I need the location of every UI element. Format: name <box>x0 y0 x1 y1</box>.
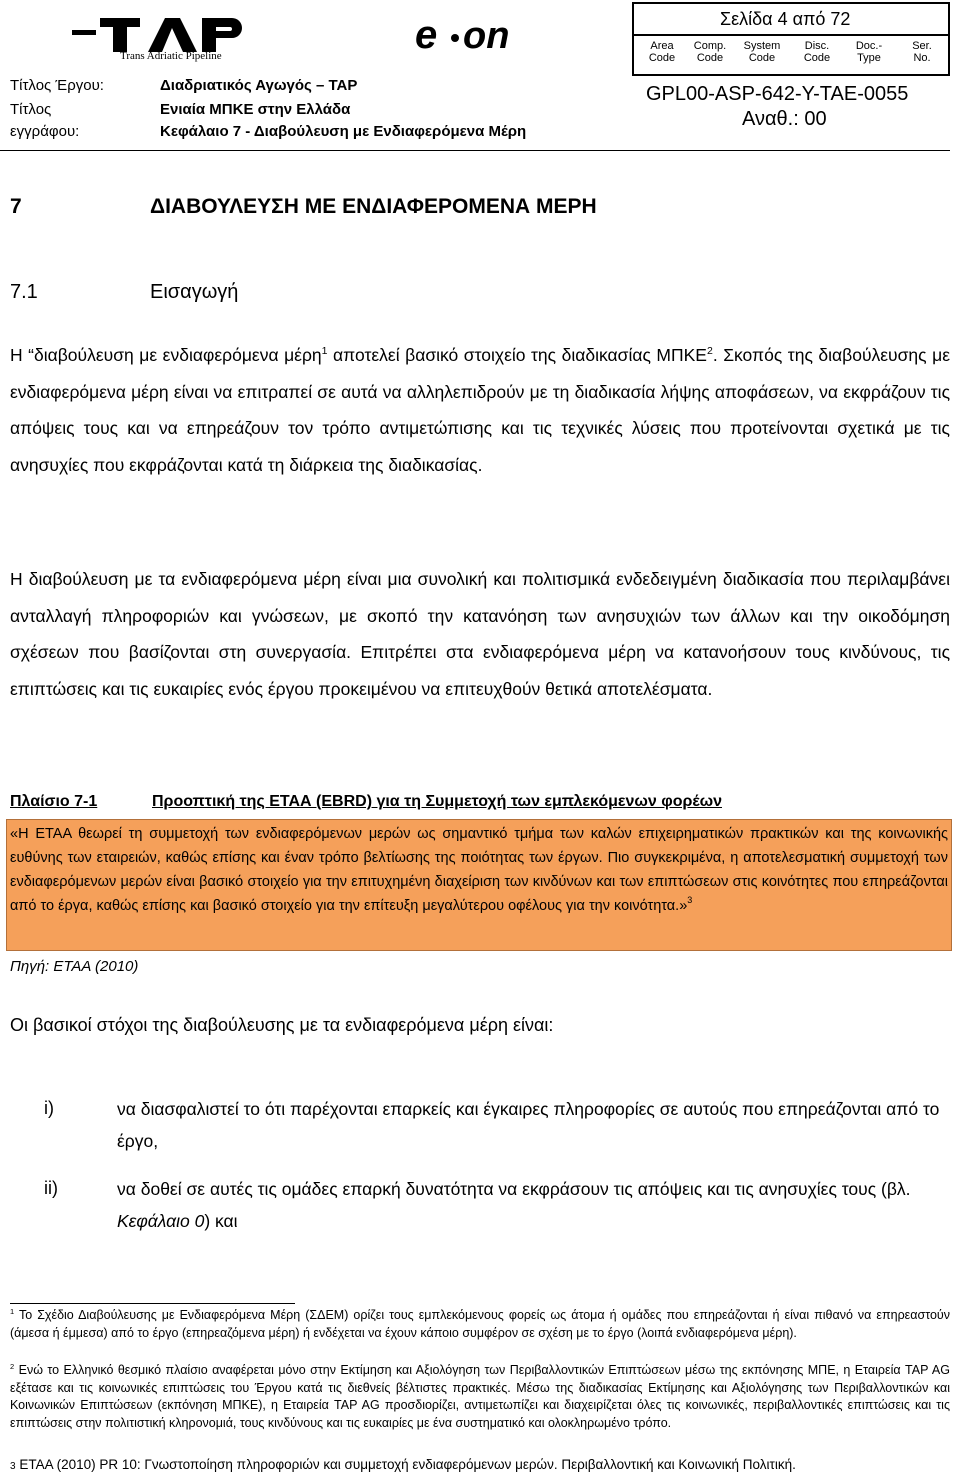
footnote-3 <box>10 1456 950 1476</box>
objective-text: να διασφαλιστεί το ότι παρέχονται επαρκείς και έγκαιρες πληροφορίες σε αυτούς που επηρεάζονται από το έργο, <box>117 1099 940 1151</box>
tap-logo <box>70 8 255 66</box>
doc-title-value-2: Κεφάλαιο 7 - Διαβούλευση με Ενδιαφερόμενα Μέρη <box>160 123 527 140</box>
chapter-reference-link[interactable]: Κεφάλαιο 0 <box>117 1211 205 1231</box>
subsection-number: 7.1 <box>10 281 38 303</box>
objective-text-a: να δοθεί σε αυτές τις ομάδες επαρκή δυνατότητα να εκφράσουν τις απόψεις και τις ανησυχίες τους (βλ. <box>117 1179 911 1199</box>
footnote-separator <box>10 1303 295 1304</box>
footnote-number: 2 <box>10 1361 15 1371</box>
footnote-text: Ενώ το Ελληνικό θεσμικό πλαίσιο αναφέρεται μόνο στην Εκτίμηση και Αξιολόγηση των Περιβαλλοντικών Επιπτώσεων μέσω της εκπόνησης ΜΠΕ, η Εταιρεία TAP AG εξέτασε και τις κοινωνικές επιπτώσεις του Έργου κατά τις διεθνείς βέλτιστες πρακτικές. Μέσω της διαδικασίας Εκτίμησης και Αξιολόγησης των Περιβαλλοντικών και Κοινωνικών Επιπτώσεων (εκπόνηση ΜΠΚΕ), η Εταιρεία TAP AG προσδιορίζει, αντιμετωπίζει και διαχειρίζεται όλες τις κοινωνικές, περιβαλλοντικές επιπτώσεις και τις επιπτώσεις στην πολιτιστική κληρονομιά, τους κινδύνους και τις ευκαιρίες με ένα συστηματικό και ολοκληρωμένο τρόπο. <box>10 1363 950 1430</box>
code-col-comp <box>680 40 740 64</box>
project-value: Διαδριατικός Αγωγός – TAP <box>160 77 358 94</box>
code-col-line1: System <box>743 40 781 52</box>
code-col-line2: Code <box>748 52 776 64</box>
objective-marker: ii) <box>44 1178 58 1198</box>
eon-logo <box>413 12 543 56</box>
code-col-doctype <box>839 40 899 64</box>
objective-marker: i) <box>44 1098 54 1118</box>
footnote-number: 1 <box>10 1306 15 1316</box>
code-col-disc <box>787 40 847 64</box>
svg-text:on: on <box>463 15 510 56</box>
section-number: 7 <box>10 195 22 218</box>
project-label: Τίτλος Έργου: <box>10 77 104 94</box>
box-quote-text: «Η ΕΤΑΑ θεωρεί τη συμμετοχή των ενδιαφερόμενων μερών ως σημαντικό τμήμα των καλών επιχειρηματικών πρακτικών και της κοινωνικής ευθύνης των εταιρειών, καθώς επίσης και έναν τρόπο βελτίωσης της ποιότητας των έργων. Πιο συγκεκριμένα, η αποτελεσματική συμμετοχή των ενδιαφερόμενων μερών είναι βασικό στοιχείο για την επιτυχημένη διαχείριση των κινδύνων και των επιπτώσεων στις κοινότητες που επηρεάζονται από το έργα, καθώς επίσης και βασικό στοιχείο για την επίτευξη μεγαλύτερου οφέλους για την κοινότητα.» <box>10 826 948 914</box>
box-source: Πηγή: ΕΤΑΑ (2010) <box>10 958 139 975</box>
objective-text <box>117 1173 950 1237</box>
code-col-line2: Code <box>648 52 676 64</box>
svg-text:e: e <box>415 13 438 56</box>
code-col-line1: Area <box>650 40 674 52</box>
box-quote <box>10 822 948 918</box>
code-col-serno <box>892 40 952 64</box>
footnote-ref-1[interactable]: 1 <box>321 345 328 358</box>
code-col-line2: Type <box>857 52 881 64</box>
code-col-line1: Ser. <box>912 40 932 52</box>
footnote-number: 3 <box>10 1461 16 1472</box>
page-info: Σελίδα 4 από 72 <box>720 9 851 29</box>
doc-title-label-1: Τίτλος <box>10 101 52 118</box>
footnote-ref-2[interactable]: 2 <box>706 345 713 358</box>
code-col-line2: Code <box>696 52 724 64</box>
code-col-line1: Disc. <box>804 40 830 52</box>
doc-title-value-1: Ενιαία ΜΠΚΕ στην Ελλάδα <box>160 101 351 118</box>
paragraph-1 <box>10 337 950 483</box>
footnote-text: ΕΤΑΑ (2010) PR 10: Γνωστοποίηση πληροφοριών και συμμετοχή ενδιαφερόμενων μερών. Περιβαλλοντική και Κοινωνική Πολιτική. <box>19 1457 796 1472</box>
footnote-1 <box>10 1307 950 1342</box>
objectives-intro: Οι βασικοί στόχοι της διαβούλευσης με τα ενδιαφερόμενα μέρη είναι: <box>10 1015 554 1035</box>
box-content <box>6 819 952 951</box>
paragraph-1-part-b: αποτελεί βασικό στοιχείο της διαδικασίας ΜΠΚΕ <box>327 345 707 365</box>
doc-number: GPL00-ASP-642-Y-TAE-0055 <box>646 83 909 105</box>
paragraph-1-part-c: . Σκοπός της διαβούλευσης με ενδιαφερόμενα μέρη είναι να επιτραπεί σε αυτά να αλληλεπιδρούν με τη διαδικασία λήψης αποφάσεων, να εκφράζουν τις απόψεις τους και να επηρεάζουν τον τρόπο αντιμετώπισης και τις τεχνικές λύσεις που προτείνονται σχετικά με τις ανησυχίες που εκφράζονται κατά τη διάρκεια της διαδικασίας. <box>10 345 951 475</box>
box-label: Πλαίσιο 7-1 <box>10 793 98 810</box>
objective-text-b: ) και <box>204 1211 238 1231</box>
footnote-2 <box>10 1362 950 1432</box>
paragraph-1-part-a: Η “διαβούλευση με ενδιαφερόμενα μέρη <box>10 345 322 365</box>
code-columns <box>632 40 950 72</box>
paragraph-2: Η διαβούλευση με τα ενδιαφερόμενα μέρη είναι μια συνολική και πολιτισμικά ενδεδειγμένη διαδικασία που περιλαμβάνει ανταλλαγή πληροφοριών και γνώσεων, με σκοπό την κατανόηση των ανησυχιών των άλλων και την οικοδόμηση σχέσεων που βασίζονται στη συνεργασία. Επιτρέπει στα ενδιαφερόμενα μέρη να κατανοήσουν τους κινδύνους, τις επιπτώσεις και τις ευκαιρίες ενός έργου προκειμένου να επιτευχθούν θετικά αποτελέσματα. <box>10 569 950 699</box>
section-title: ΔΙΑΒΟΥΛΕΥΣΗ ΜΕ ΕΝΔΙΑΦΕΡΟΜΕΝΑ ΜΕΡΗ <box>150 195 597 218</box>
subsection-title: Εισαγωγή <box>150 281 239 303</box>
code-col-line2: Code <box>803 52 831 64</box>
code-col-system <box>732 40 792 64</box>
code-col-line2: No. <box>913 52 931 64</box>
code-col-line1: Comp. <box>693 40 727 52</box>
code-col-line1: Doc.- <box>855 40 883 52</box>
doc-title-label-2: εγγράφου: <box>10 123 80 140</box>
box-title: Προοπτική της ΕΤΑΑ (EBRD) για τη Συμμετοχή των εμπλεκόμενων φορέων <box>152 793 722 810</box>
eon-logo-graphic <box>413 12 543 56</box>
footnote-ref-3[interactable]: 3 <box>687 895 693 905</box>
revision: Αναθ.: 00 <box>742 108 827 130</box>
footnote-text: Το Σχέδιο Διαβούλευσης με Ενδιαφερόμενα Μέρη (ΣΔΕΜ) ορίζει τους εμπλεκόμενους φορείς ως άτομα ή ομάδες που επηρεάζονται ή είναι πιθανό να επηρεαστούν (άμεσα ή έμμεσα) από το έργο (επηρεαζόμενα μέρη) ή ενδέχεται να έχουν κάποιο συμφέρον σε σχέση με το έργο (λοιπά ενδιαφερόμενα μέρη). <box>10 1308 950 1340</box>
tap-subtitle: Trans Adriatic Pipeline <box>120 50 222 62</box>
